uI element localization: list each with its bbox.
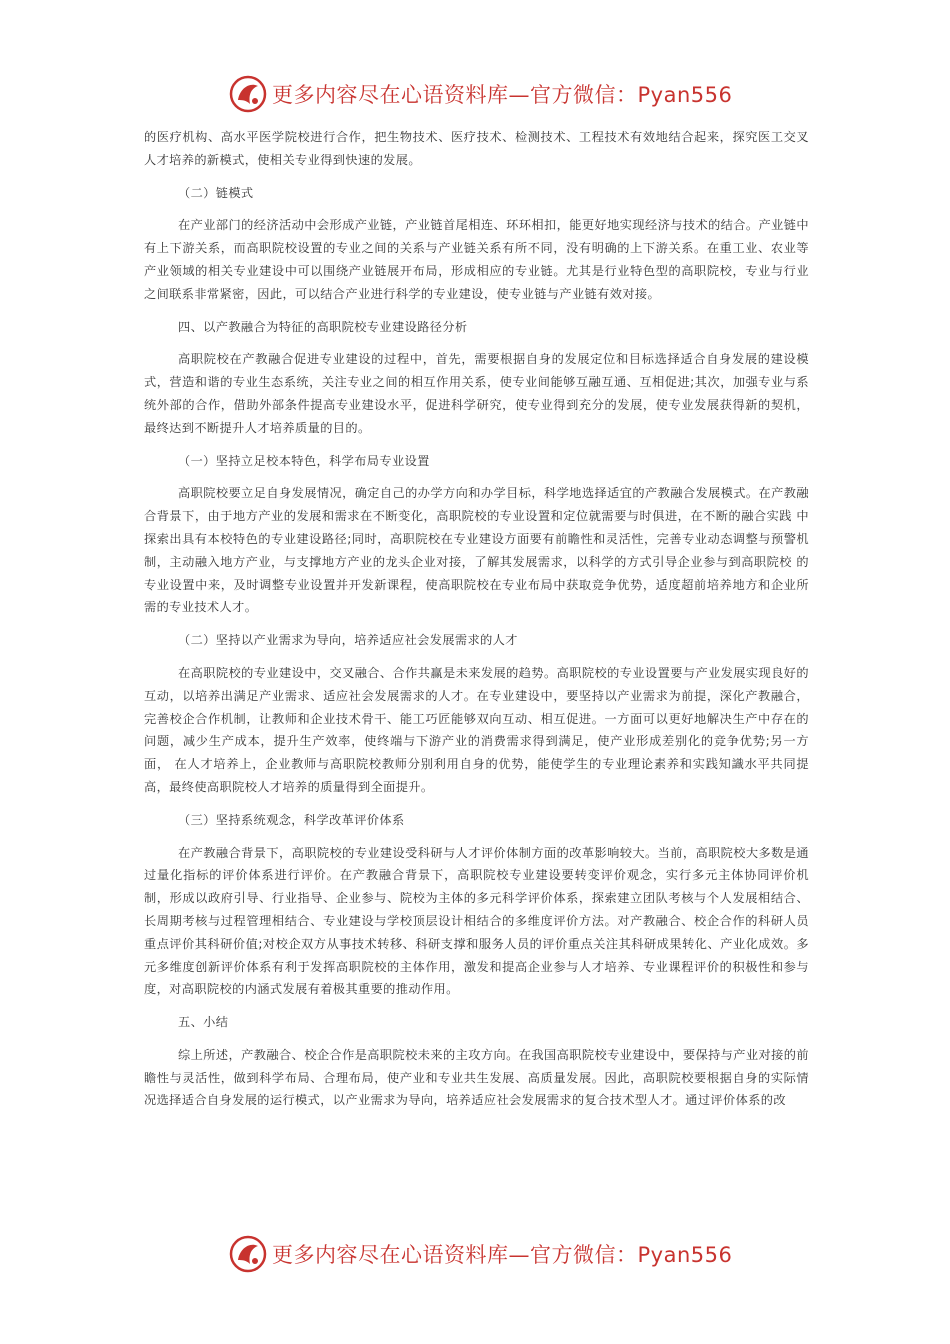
body-paragraph: 在产业部门的经济活动中会形成产业链，产业链首尾相连、环环相扣，能更好地实现经济与技术的结合。产业链中有上下游关系，而高职院校设置的专业之间的关系与产业链关系有所不同，没有明确的上下游关系。在重工业、农业等产业领域的相关专业建设中可以围绕产业链展开布局，形成相应的专业链。尤其是行业特色型的高职院校，专业与行业之间联系非常紧密，因此，可以结合产业进行科学的专业建设，使专业链与产业链有效对接。 (144, 218, 809, 301)
body-paragraph: 在产教融合背景下，高职院校的专业建设受科研与人才评价体制方面的改革影响较大。当前，高职院校大多数是通过量化指标的评价体系进行评价。在产教融合背景下，高职院校专业建设要转变评价观念，实行多元主体协同评价机制，形成以政府引导、行业指导、企业参与、院校为主体的多元科学评价体系，探索建立团队考核与个人发展相结合、 长周期考核与过程管理相结合、专业建设与学校顶层设计相结合的多维度评价方法。对产教融合、校企合作的科研人员重点评价其科研价值;对校企双方从事技术转移、科研支撑和服务人员的评价重点关注其科研成果转化、产业化成效。多元多维度创新评价体系有利于发挥高职院校的主体作用，激发和提高企业参与人才培养、专业课程评价的积极性和参与度，对高职院校的内涵式发展有着极其重要的推动作用。 (144, 845, 809, 997)
seal-logo-icon (228, 1234, 268, 1274)
body-paragraph: 综上所述，产教融合、校企合作是高职院校未来的主攻方向。在我国高职院校专业建设中，要保持与产业对接的前瞻性与灵活性，做到科学布局、合理布局，使产业和专业共生发展、高质量发展。因此，高职院校要根据自身的实际情况选择适合自身发展的运行模式，以产业需求为导向，培养适应社会发展需求的复合技术型人才。通过评价体系的改 (144, 1047, 809, 1108)
document-body (144, 126, 809, 1122)
seal-logo-icon (228, 74, 268, 114)
section-heading: （三）坚持系统观念，科学改革评价体系 (178, 812, 405, 827)
section-heading: （二）链模式 (178, 185, 254, 200)
footer-watermark (228, 1232, 748, 1276)
section-heading: 五、小结 (178, 1015, 229, 1030)
body-paragraph: 高职院校要立足自身发展情况，确定自己的办学方向和办学目标，科学地选择适宜的产教融合发展模式。在产教融合背景下，由于地方产业的发展和需求在不断变化，高职院校的专业设置和定位就需要与时俱进，在不断的融合实践 中探索出具有本校特色的专业建设路径;同时，高职院校在专业建设方面要有前瞻性和灵活性，完善专业动态调整与预警机制，主动融入地方产业，与支撑地方产业的龙头企业对接，了解其发展需求，以科学的方式引导企业参与到高职院校 的专业设置中来，及时调整专业设置并开发新课程，使高职院校在专业布局中获取竞争优势，适度超前培养地方和企业所需的专业技术人才。 (144, 486, 809, 615)
body-paragraph: 的医疗机构、高水平医学院校进行合作，把生物技术、医疗技术、检测技术、工程技术有效地结合起来，探究医工交叉人才培养的新模式，使相关专业得到快速的发展。 (144, 130, 809, 167)
header-watermark (228, 72, 748, 116)
body-paragraph: 在高职院校的专业建设中，交叉融合、合作共赢是未来发展的趋势。高职院校的专业设置要与产业发展实现良好的互动，以培养出满足产业需求、适应社会发展需求的人才。在专业建设中，要坚持以产业需求为前提，深化产教融合， 完善校企合作机制，让教师和企业技术骨干、能工巧匠能够双向互动、相互促进。一方面可以更好地解决生产中存在的问题，减少生产成本，提升生产效率，使终端与下游产业的消费需求得到满足，使产业形成差别化的竞争优势;另一方面， 在人才培养上，企业教师与高职院校教师分别利用自身的优势，能使学生的专业理论素养和实践知識水平共同提高，最终使高职院校人才培养的质量得到全面提升。 (144, 665, 809, 794)
watermark-text: 更多内容尽在心语资料库—官方微信：Pyan556 (272, 1243, 733, 1267)
body-paragraph: 高职院校在产教融合促进专业建设的过程中，首先，需要根据自身的发展定位和目标选择适合自身发展的建设模式，营造和谐的专业生态系统，关注专业之间的相互作用关系，使专业间能够互融互通、互相促进;其次，加强专业与系统外部的合作，借助外部条件提高专业建设水平，促进科学研究，使专业得到充分的发展，使专业发展获得新的契机， 最终达到不断提升人才培养质量的目的。 (144, 352, 809, 435)
section-heading: 四、以产教融合为特征的高职院校专业建设路径分析 (178, 319, 468, 334)
section-heading: （一）坚持立足校本特色，科学布局专业设置 (178, 453, 430, 468)
watermark-text: 更多内容尽在心语资料库—官方微信：Pyan556 (272, 83, 733, 107)
section-heading: （二）坚持以产业需求为导向，培养适应社会发展需求的人才 (178, 633, 518, 648)
